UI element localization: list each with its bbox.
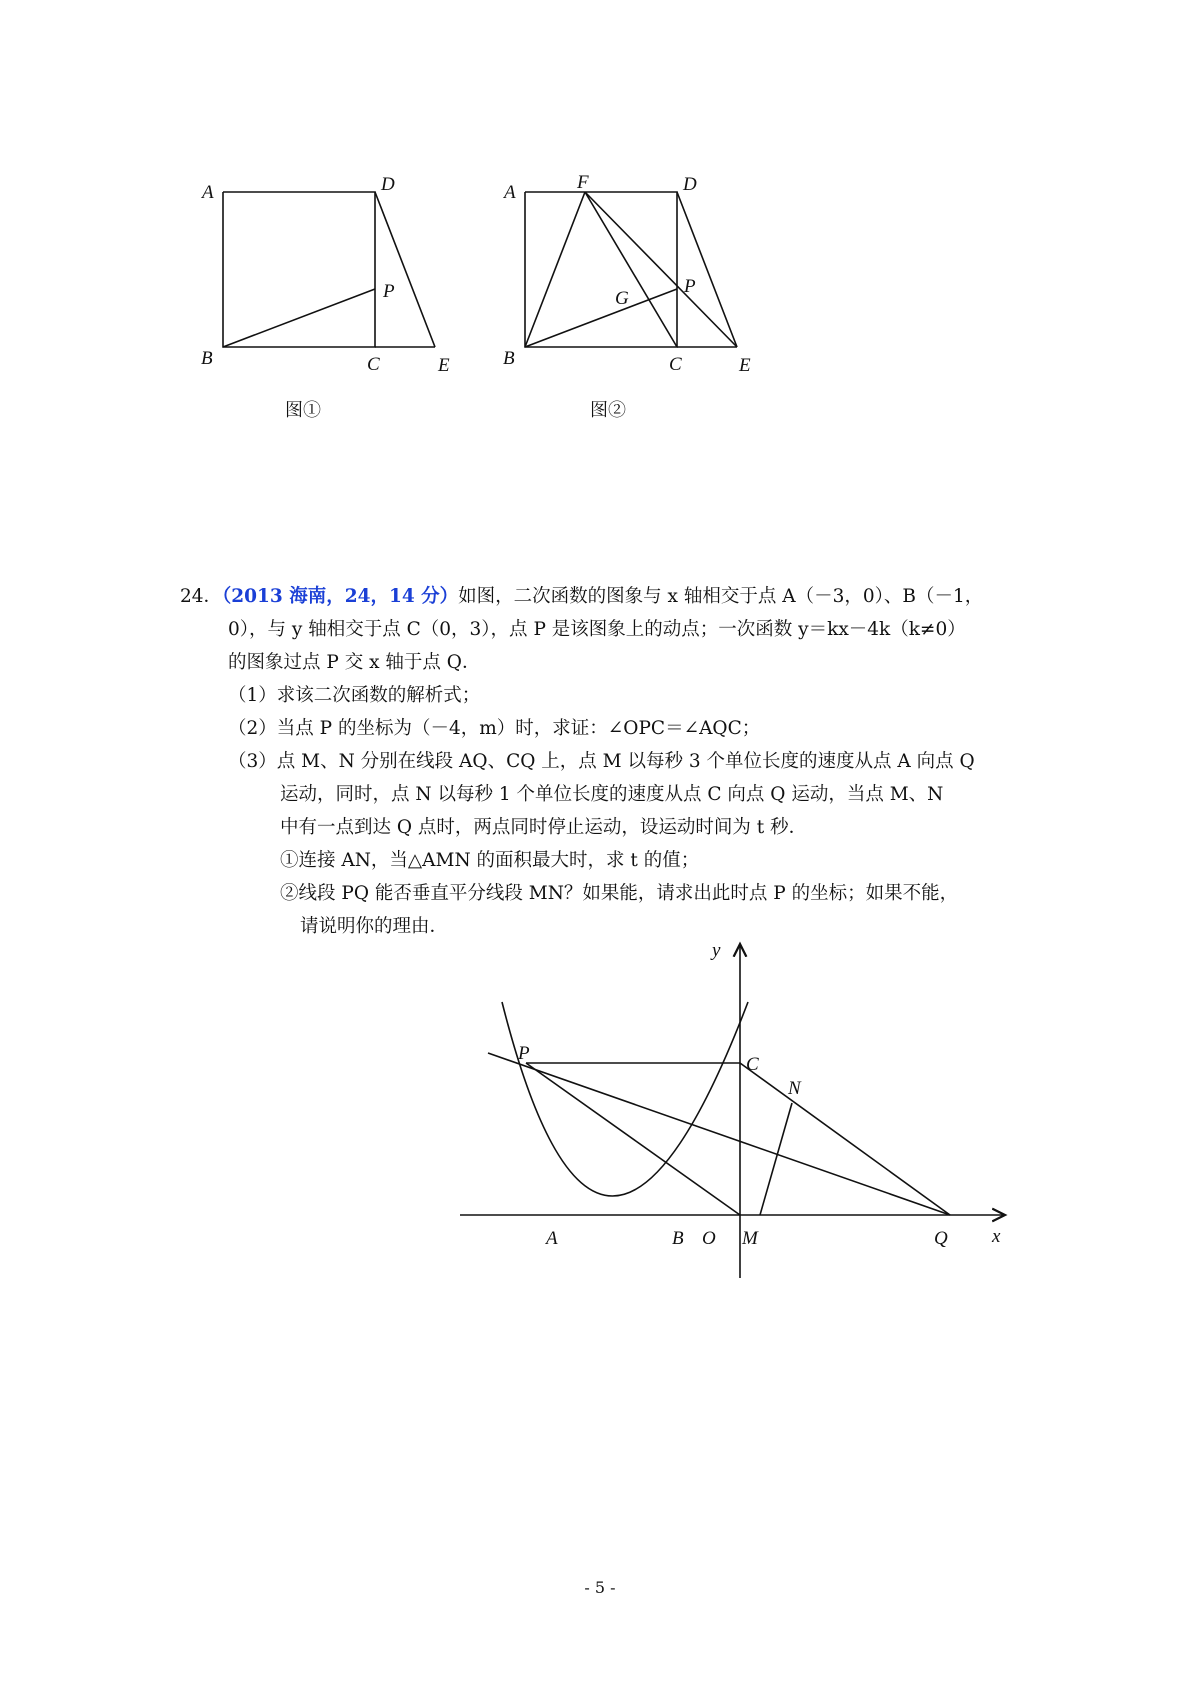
subquestion-3-cont: 中有一点到达 Q 点时，两点同时停止运动，设运动时间为 t 秒． [280,817,808,838]
fig2-label-D: D [683,174,697,195]
fig2-caption: 图② [590,400,626,420]
problem-text-line: 如图，二次函数的图象与 x 轴相交于点 A（－3，0）、B（－1， [458,586,984,607]
fig1-square [223,192,375,347]
label-Q: Q [934,1228,948,1249]
label-P: P [518,1043,530,1064]
line-PQ [488,1053,950,1215]
fig2-label-B: B [503,348,515,369]
fig1-segment-DE [375,192,435,347]
label-x: x [992,1226,1001,1247]
fig2-label-E: E [739,355,751,376]
fig2-segment-FC [585,192,677,347]
fig1-segment-BP [223,289,375,347]
subquestion-3: （3）点 M、N 分别在线段 AQ、CQ 上，点 M 以每秒 3 个单位长度的速度从点 A 向点 Q [228,751,975,772]
segment-CQ [740,1063,950,1215]
label-M: M [742,1228,758,1249]
fig2-label-P: P [684,276,696,297]
subquestion-3-part-2-cont: 请说明你的理由． [300,916,449,937]
label-A: A [546,1228,558,1249]
segment-PO [526,1063,740,1215]
fig2-segment-BP [525,289,677,347]
parabola-curve [502,1002,748,1196]
label-N: N [788,1078,801,1099]
subquestion-3-part-2: ②线段 PQ 能否垂直平分线段 MN？如果能，请求出此时点 P 的坐标；如果不能， [280,883,959,904]
fig2-segment-DE [677,192,737,347]
segment-MN [760,1103,792,1215]
problem-text-line: 0），与 y 轴相交于点 C（0，3），点 P 是该图象上的动点；一次函数 y＝kx－4k（k≠0） [228,619,966,640]
figure-1 [180,160,480,420]
subquestion-3-part-1: ①连接 AN，当△AMN 的面积最大时，求 t 的值； [280,850,700,871]
fig1-label-D: D [381,174,395,195]
problem-24 [180,580,1040,943]
fig2-segment-FE [585,192,737,347]
label-C: C [746,1054,759,1075]
fig2-label-G: G [615,288,629,309]
label-y: y [712,940,721,961]
fig1-label-B: B [201,348,213,369]
fig1-label-E: E [438,355,450,376]
fig2-segment-BF [525,192,585,347]
problem-text-line: 的图象过点 P 交 x 轴于点 Q． [228,652,481,673]
fig2-label-A: A [504,182,516,203]
fig2-square [525,192,677,347]
subquestion-3-cont: 运动，同时，点 N 以每秒 1 个单位长度的速度从点 C 向点 Q 运动，当点 M、N [280,784,944,805]
subquestion-1: （1）求该二次函数的解析式； [228,685,481,706]
label-O: O [702,1228,716,1249]
subquestion-2: （2）当点 P 的坐标为（－4，m）时，求证：∠OPC＝∠AQC； [228,718,761,739]
fig2-label-C: C [669,354,682,375]
fig2-label-F: F [577,172,589,193]
problem-number: 24． [180,586,223,607]
problem-line-1 [180,580,1040,613]
figure-3 [440,930,1020,1290]
fig1-label-A: A [202,182,214,203]
page-number: - 5 - [584,1578,616,1597]
figure-2 [480,160,780,420]
label-B: B [672,1228,684,1249]
fig1-label-C: C [367,354,380,375]
fig1-caption: 图① [285,400,321,420]
problem-source: （2013 海南，24，14 分） [222,586,459,607]
fig1-label-P: P [383,281,395,302]
